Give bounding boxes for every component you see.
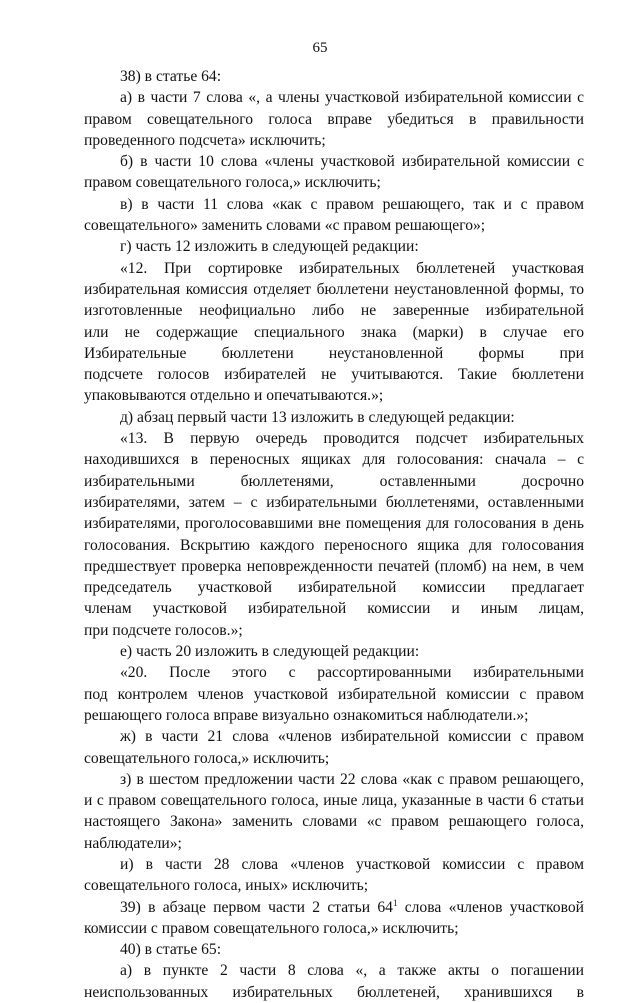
text-line-content: е) часть 20 изложить в следующей редакции: bbox=[120, 643, 420, 661]
text-line bbox=[84, 258, 584, 279]
text-line bbox=[84, 748, 584, 769]
text-line-content: совещательного» заменить словами «с правом решающего»; bbox=[84, 217, 486, 235]
text-line-content: под контролем членов участковой избирательной комиссии с правом bbox=[84, 685, 584, 703]
text-line bbox=[84, 684, 584, 705]
text-line bbox=[84, 471, 584, 492]
document-body bbox=[84, 66, 584, 1003]
text-line-content: подсчете голосов избирателей не учитываются. Такие бюллетени bbox=[84, 366, 584, 384]
text-line bbox=[84, 939, 584, 960]
text-line bbox=[84, 620, 584, 641]
text-line bbox=[84, 322, 584, 343]
text-line bbox=[84, 598, 584, 619]
text-line bbox=[84, 875, 584, 896]
text-line bbox=[84, 769, 584, 790]
text-line-content: «13. В первую очередь проводится подсчет избирательных bbox=[120, 430, 584, 448]
text-line bbox=[84, 918, 584, 939]
text-line-content: «12. При сортировке избирательных бюллетеней участковая bbox=[120, 259, 584, 277]
text-line-content: изготовленные неофициально либо не заверенные избирательной bbox=[84, 302, 584, 320]
text-line-content: избирателями, проголосовавшими вне помещения для голосования в день bbox=[84, 515, 584, 533]
text-line bbox=[84, 833, 584, 854]
text-line-content: совещательного голоса,» исключить; bbox=[84, 749, 330, 767]
text-line bbox=[84, 364, 584, 385]
text-line bbox=[84, 109, 584, 130]
text-line bbox=[84, 87, 584, 108]
text-line-content: избирательными бюллетенями, оставленными досрочно bbox=[84, 472, 584, 490]
text-line-tail: слова «членов участковой bbox=[397, 898, 584, 916]
text-line-content: а) в части 7 слова «, а члены участковой избирательной комиссии с bbox=[120, 89, 584, 107]
text-line-content: 40) в статье 65: bbox=[120, 941, 222, 959]
text-line bbox=[84, 407, 584, 428]
text-line bbox=[84, 385, 584, 406]
text-line-content: голосования. Вскрытию каждого переносного ящика для голосования bbox=[84, 536, 584, 554]
text-line bbox=[84, 236, 584, 257]
text-line bbox=[84, 343, 584, 364]
text-line bbox=[84, 641, 584, 662]
text-line-content: неиспользованных избирательных бюллетеней, хранившихся в bbox=[84, 983, 584, 1001]
text-line bbox=[84, 790, 584, 811]
text-line bbox=[84, 960, 584, 981]
text-line bbox=[84, 492, 584, 513]
text-line-content: а) в пункте 2 части 8 слова «, а также акты о погашении bbox=[120, 962, 584, 980]
text-line bbox=[84, 897, 584, 918]
text-line-content: д) абзац первый части 13 изложить в следующей редакции: bbox=[120, 408, 515, 426]
text-line-content: б) в части 10 слова «члены участковой избирательной комиссии с bbox=[120, 153, 584, 171]
text-line bbox=[84, 66, 584, 87]
text-line-content: 39) в абзаце первом части 2 статьи 64 bbox=[120, 898, 393, 916]
text-line bbox=[84, 300, 584, 321]
text-line bbox=[84, 577, 584, 598]
text-line-content: наблюдатели»; bbox=[84, 834, 182, 852]
text-line-content: Избирательные бюллетени неустановленной формы при bbox=[84, 344, 584, 362]
text-line bbox=[84, 982, 584, 1003]
text-line-content: настоящего Закона» заменить словами «с правом решающего голоса, bbox=[84, 813, 584, 831]
text-line bbox=[84, 279, 584, 300]
text-line-content: упаковываются отдельно и опечатываются.»; bbox=[84, 387, 384, 405]
text-line-content: з) в шестом предложении части 22 слова «как с правом решающего, bbox=[120, 770, 584, 788]
superscript: 1 bbox=[392, 897, 398, 908]
text-line bbox=[84, 556, 584, 577]
text-line-content: г) часть 12 изложить в следующей редакции: bbox=[120, 238, 419, 256]
text-line-content: ж) в части 21 слова «членов избирательной комиссии с правом bbox=[120, 728, 584, 746]
text-line bbox=[84, 194, 584, 215]
text-line bbox=[84, 705, 584, 726]
text-line bbox=[84, 535, 584, 556]
text-line bbox=[84, 130, 584, 151]
text-line-content: в) в части 11 слова «как с правом решающего, так и с правом bbox=[120, 195, 584, 213]
text-line-content: председатель участковой избирательной комиссии предлагает bbox=[84, 579, 584, 597]
text-line bbox=[84, 811, 584, 832]
text-line bbox=[84, 854, 584, 875]
text-line-content: членам участковой избирательной комиссии и иным лицам, bbox=[84, 600, 584, 618]
text-line-content: «20. После этого с рассортированными избирательными bbox=[120, 664, 584, 682]
text-line-content: и с правом совещательного голоса, иные лица, указанные в части 6 статьи bbox=[84, 792, 584, 810]
text-line-content: решающего голоса вправе визуально ознакомиться наблюдатели.»; bbox=[84, 706, 529, 724]
text-line-content: предшествует проверка неповрежденности печатей (пломб) на нем, в чем bbox=[84, 557, 584, 575]
text-line bbox=[84, 428, 584, 449]
text-line-content: избирателями, затем – с избирательными бюллетенями, оставленными bbox=[84, 493, 584, 511]
text-line-content: или не содержащие специального знака (марки) в случае его bbox=[84, 323, 584, 341]
text-line bbox=[84, 172, 584, 193]
text-line bbox=[84, 662, 584, 683]
text-line-content: комиссии с правом совещательного голоса,» исключить; bbox=[84, 919, 459, 937]
text-line-content: избирательная комиссия отделяет бюллетени неустановленной формы, то bbox=[84, 280, 584, 298]
text-line-content: правом совещательного голоса,» исключить; bbox=[84, 174, 381, 192]
text-line-content: совещательного голоса, иных» исключить; bbox=[84, 877, 369, 895]
text-line bbox=[84, 513, 584, 534]
text-line-content: проведенного подсчета» исключить; bbox=[84, 131, 326, 149]
text-line-content: правом совещательного голоса вправе убедиться в правильности bbox=[84, 110, 584, 128]
page-number: 65 bbox=[312, 40, 328, 56]
text-line bbox=[84, 151, 584, 172]
text-line-content: и) в части 28 слова «членов участковой комиссии с правом bbox=[120, 855, 584, 873]
text-line-content: 38) в статье 64: bbox=[120, 68, 222, 85]
text-line-content: находившихся в переносных ящиках для голосования: сначала – с bbox=[84, 451, 584, 469]
text-line bbox=[84, 449, 584, 470]
text-line-content: при подсчете голосов.»; bbox=[84, 621, 243, 639]
text-line bbox=[84, 215, 584, 236]
text-line bbox=[84, 726, 584, 747]
